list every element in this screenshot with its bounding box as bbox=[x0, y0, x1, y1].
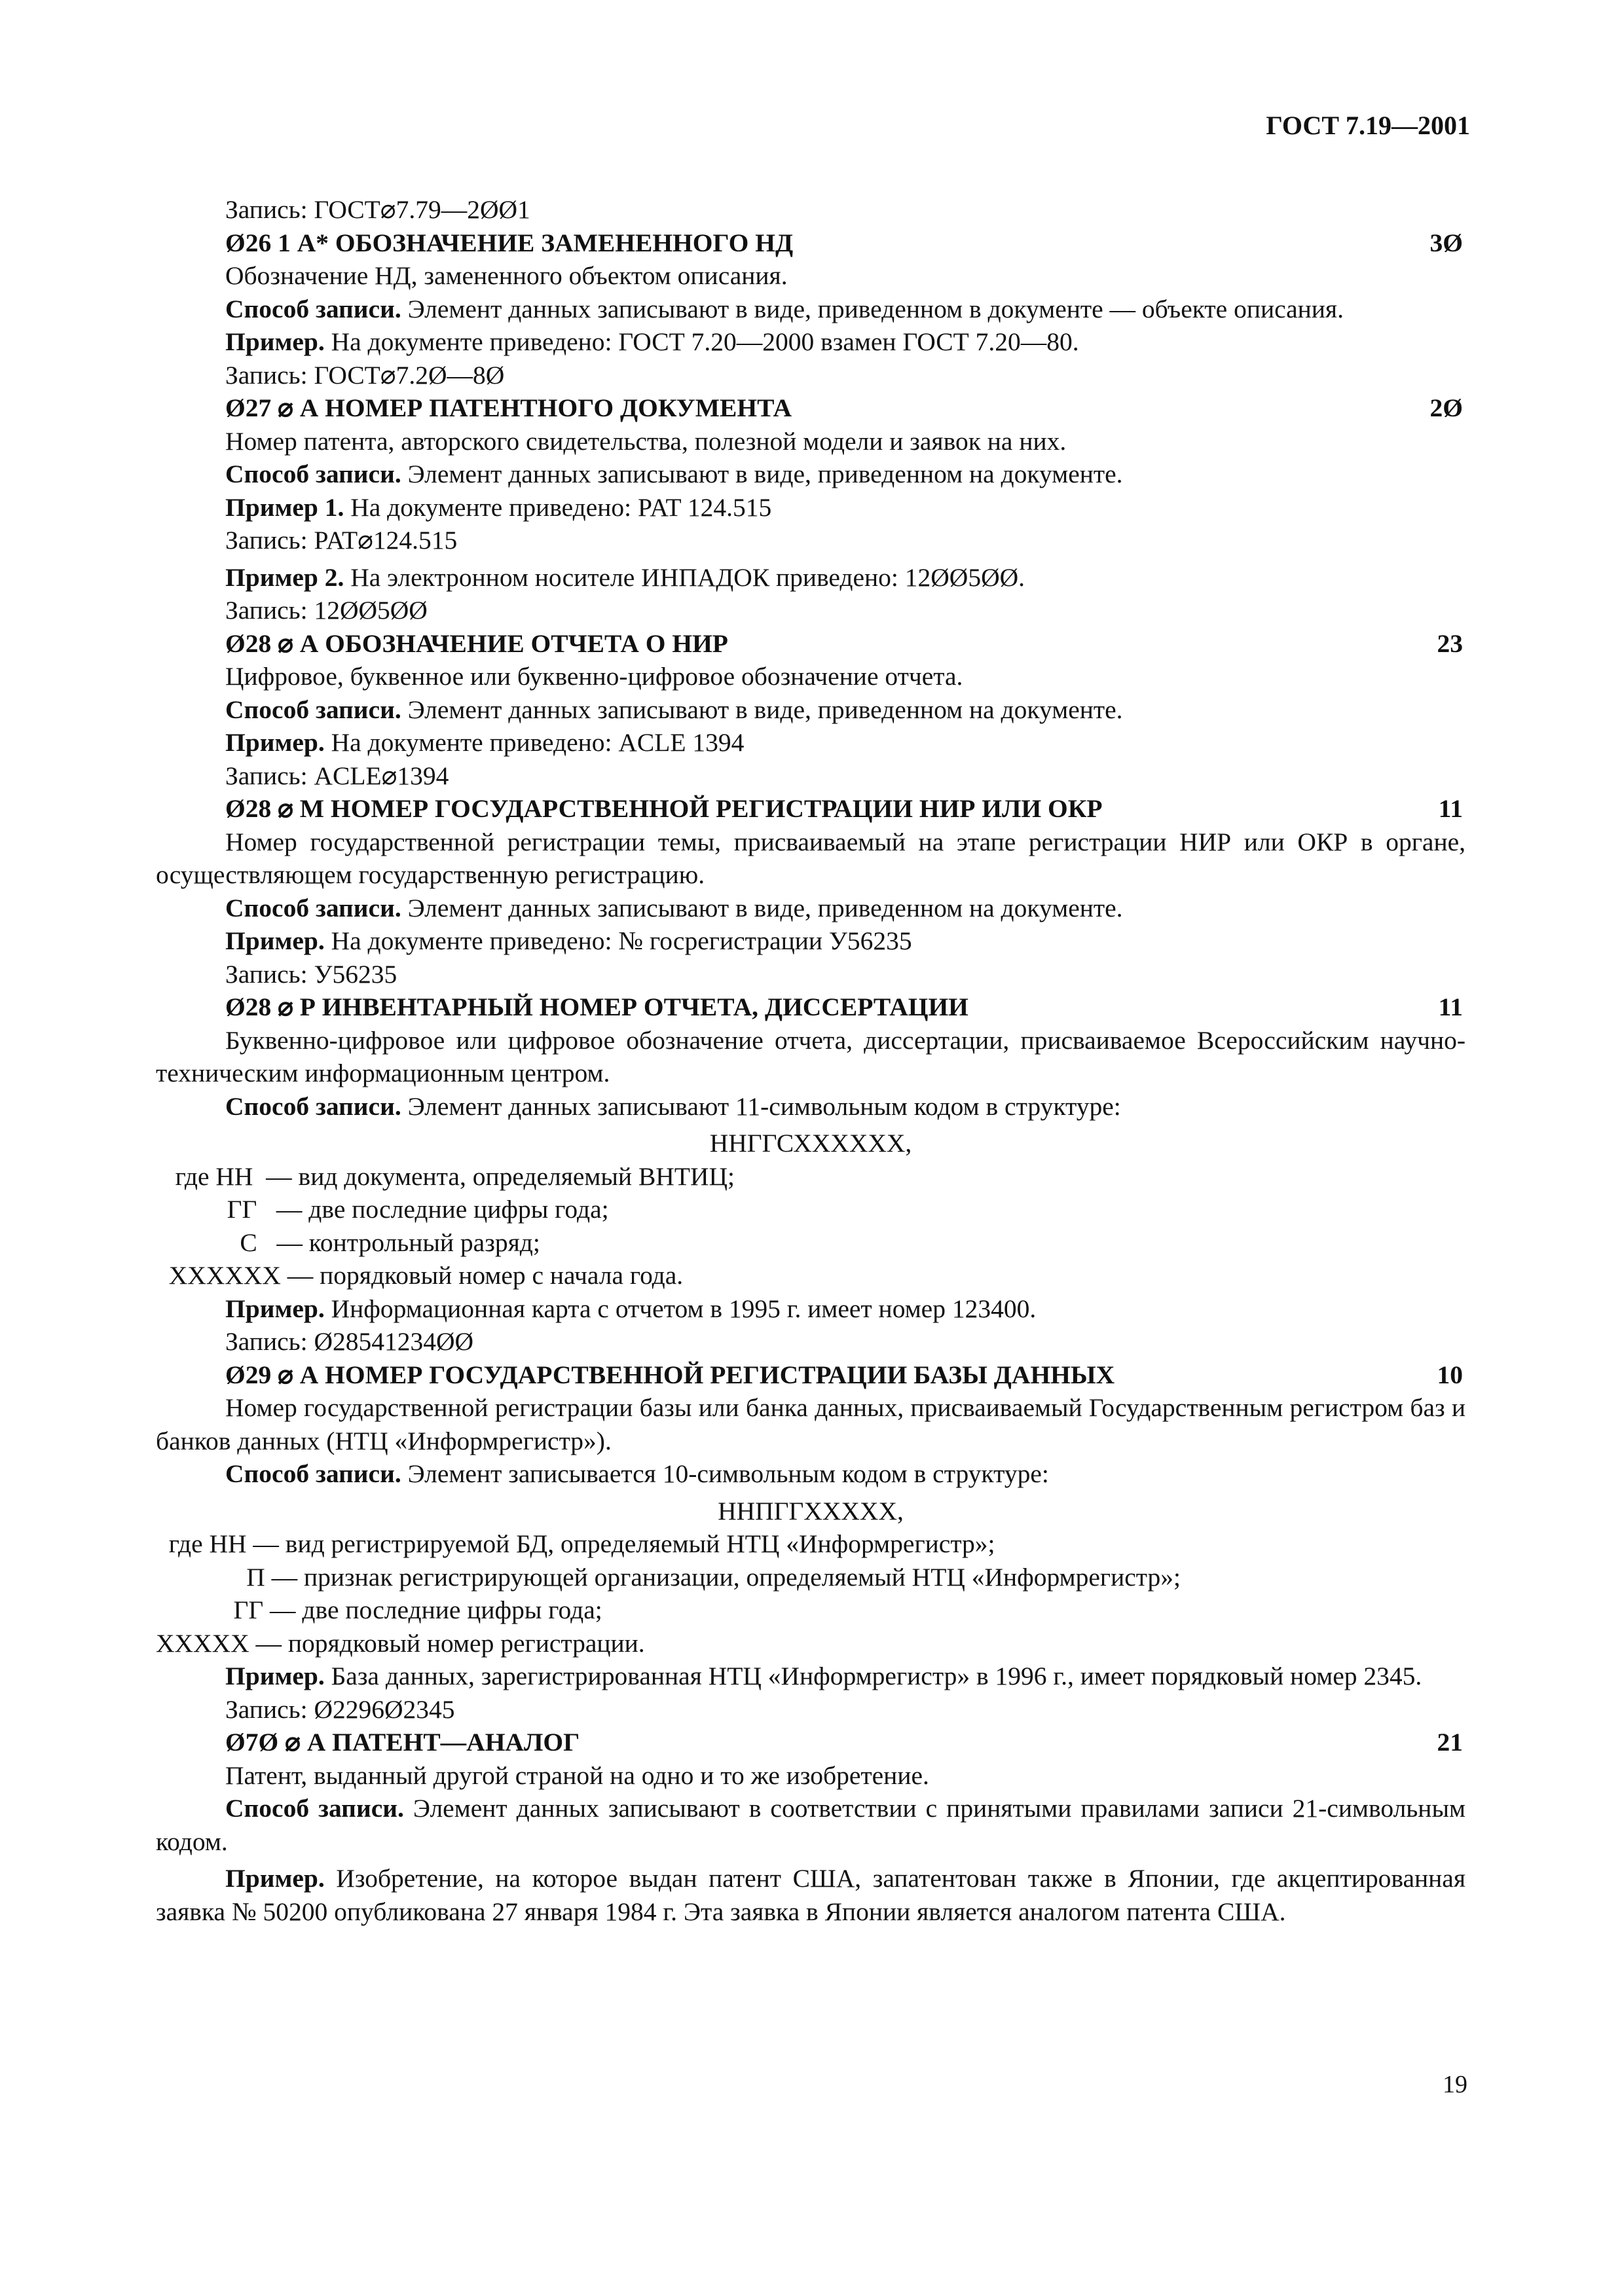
section-heading-070 bbox=[156, 1726, 1465, 1759]
definition-line: ГГ — две последние цифры года; bbox=[156, 1595, 602, 1624]
record-line: Запись: ГОСТ⌀7.79—2ØØ1 bbox=[225, 195, 530, 224]
example-label: Пример 1. bbox=[225, 492, 344, 522]
section-heading-028p bbox=[156, 991, 1465, 1024]
record-line: Запись: 12ØØ5ØØ bbox=[225, 596, 428, 625]
definition-line: где НН — вид регистрируемой БД, определяемый НТЦ «Информрегистр»; bbox=[156, 1529, 995, 1558]
example-paragraph bbox=[156, 491, 1465, 524]
field-length: 21 bbox=[1437, 1728, 1463, 1757]
section-heading-027 bbox=[156, 392, 1465, 425]
section-heading-028a bbox=[156, 627, 1465, 661]
example-paragraph bbox=[156, 1862, 1465, 1928]
section-description: Буквенно-цифровое или цифровое обозначение отчета, диссертации, присваиваемое Всероссийским научно-техническим информационным центром. bbox=[156, 1025, 1465, 1087]
section-description: Номер патента, авторского свидетельства, полезной модели и заявок на них. bbox=[225, 426, 1067, 456]
method-paragraph bbox=[156, 293, 1465, 326]
method-paragraph bbox=[156, 892, 1465, 925]
method-label: Способ записи. bbox=[225, 695, 401, 724]
record-line: Запись: Ø28541234ØØ bbox=[225, 1327, 474, 1356]
definition-line: ХХХХХ — порядковый номер регистрации. bbox=[156, 1628, 645, 1658]
example-text: На документе приведено: ACLE 1394 bbox=[324, 728, 745, 757]
method-paragraph bbox=[156, 1090, 1465, 1123]
definition-line: где НН — вид документа, определяемый ВНТИЦ; bbox=[156, 1161, 735, 1191]
example-text: На документе приведено: № госрегистрации У56235 bbox=[324, 926, 912, 955]
method-label: Способ записи. bbox=[225, 893, 401, 922]
method-text: Элемент данных записывают 11-символьным кодом в структуре: bbox=[401, 1091, 1121, 1121]
section-title: Ø27 ⌀ А НОМЕР ПАТЕНТНОГО ДОКУМЕНТА bbox=[225, 393, 792, 422]
section-title: Ø28 ⌀ Р ИНВЕНТАРНЫЙ НОМЕР ОТЧЕТА, ДИССЕРТАЦИИ bbox=[225, 993, 968, 1021]
method-text: Элемент данных записывают в соответствии с принятыми правилами записи 21-символьным кодом. bbox=[156, 1794, 1465, 1856]
section-title: Ø28 ⌀ А ОБОЗНАЧЕНИЕ ОТЧЕТА О НИР bbox=[225, 629, 728, 658]
example-text: База данных, зарегистрированная НТЦ «Информрегистр» в 1996 г., имеет порядковый номер 2345. bbox=[324, 1662, 1422, 1690]
section-heading-029 bbox=[156, 1358, 1465, 1392]
field-length: 11 bbox=[1438, 993, 1463, 1021]
example-text: На документе приведено: PAT 124.515 bbox=[344, 492, 772, 522]
example-paragraph bbox=[156, 924, 1465, 958]
method-paragraph bbox=[156, 1792, 1465, 1858]
definition-line: С — контрольный разряд; bbox=[156, 1228, 540, 1257]
section-description: Патент, выданный другой страной на одно и то же изобретение. bbox=[225, 1760, 929, 1790]
record-line: Запись: ГОСТ⌀7.2Ø—8Ø bbox=[225, 360, 505, 390]
example-text: Информационная карта с отчетом в 1995 г. имеет номер 123400. bbox=[324, 1294, 1037, 1323]
example-paragraph bbox=[156, 1660, 1465, 1693]
example-label: Пример. bbox=[225, 327, 325, 356]
record-line: Запись: ACLE⌀1394 bbox=[225, 761, 449, 790]
method-paragraph bbox=[156, 693, 1465, 727]
definition-line: ХХХХХХ — порядковый номер с начала года. bbox=[156, 1261, 684, 1290]
page-body bbox=[156, 193, 1465, 1928]
example-text: Изобретение, на которое выдан патент США, запатентован также в Японии, где акцептированная заявка № 50200 опубликована 27 января 1984 г. Эта заявка в Японии является аналогом патента США. bbox=[156, 1864, 1465, 1926]
section-title: Ø29 ⌀ А НОМЕР ГОСУДАРСТВЕННОЙ РЕГИСТРАЦИИ БАЗЫ ДАННЫХ bbox=[225, 1360, 1115, 1389]
section-description: Цифровое, буквенное или буквенно-цифровое обозначение отчета. bbox=[225, 662, 963, 691]
definition-line: ГГ — две последние цифры года; bbox=[156, 1195, 609, 1224]
example-paragraph bbox=[156, 726, 1465, 759]
example-text: На электронном носителе ИНПАДОК приведено: 12ØØ5ØØ. bbox=[344, 562, 1025, 592]
method-label: Способ записи. bbox=[225, 294, 401, 323]
method-label: Способ записи. bbox=[225, 1459, 401, 1488]
method-text: Элемент данных записывают в виде, приведенном на документе. bbox=[401, 695, 1123, 724]
section-title: Ø28 ⌀ М НОМЕР ГОСУДАРСТВЕННОЙ РЕГИСТРАЦИИ НИР ИЛИ ОКР bbox=[225, 794, 1103, 823]
method-label: Способ записи. bbox=[225, 1794, 404, 1823]
example-label: Пример. bbox=[225, 1864, 325, 1893]
field-length: 3Ø bbox=[1429, 228, 1463, 257]
example-label: Пример. bbox=[225, 1662, 325, 1690]
field-length: 11 bbox=[1438, 794, 1463, 823]
example-paragraph bbox=[156, 1292, 1465, 1326]
method-text: Элемент данных записывают в виде, приведенном на документе. bbox=[401, 893, 1123, 922]
section-description: Номер государственной регистрации базы или банка данных, присваиваемый Государственным регистром баз и банков данных (НТЦ «Информрегистр»). bbox=[156, 1393, 1465, 1455]
example-label: Пример 2. bbox=[225, 562, 344, 592]
record-line: Запись: PAT⌀124.515 bbox=[225, 526, 458, 555]
section-title: Ø26 1 А* ОБОЗНАЧЕНИЕ ЗАМЕНЕННОГО НД bbox=[225, 228, 794, 257]
example-paragraph bbox=[156, 325, 1465, 359]
method-label: Способ записи. bbox=[225, 460, 401, 488]
code-structure: ННГГСХХХХХХ, bbox=[709, 1129, 912, 1157]
section-heading-026 bbox=[156, 227, 1465, 260]
example-text: На документе приведено: ГОСТ 7.20—2000 взамен ГОСТ 7.20—80. bbox=[324, 327, 1079, 356]
section-heading-028m bbox=[156, 792, 1465, 826]
method-paragraph bbox=[156, 1457, 1465, 1491]
example-paragraph bbox=[156, 561, 1465, 594]
method-text: Элемент записывается 10-символьным кодом в структуре: bbox=[401, 1459, 1049, 1488]
section-title: Ø7Ø ⌀ А ПАТЕНТ—АНАЛОГ bbox=[225, 1728, 580, 1757]
section-description: Номер государственной регистрации темы, присваиваемый на этапе регистрации НИР или ОКР в органе, осуществляющем государственную регистрацию. bbox=[156, 827, 1465, 889]
running-header: ГОСТ 7.19—2001 bbox=[1266, 111, 1470, 140]
example-label: Пример. bbox=[225, 728, 325, 757]
method-label: Способ записи. bbox=[225, 1091, 401, 1121]
record-line: Запись: Ø2296Ø2345 bbox=[225, 1694, 455, 1724]
example-label: Пример. bbox=[225, 1294, 325, 1323]
record-line: Запись: У56235 bbox=[225, 959, 397, 989]
definition-line: П — признак регистрирующей организации, определяемый НТЦ «Информрегистр»; bbox=[156, 1562, 1181, 1592]
example-label: Пример. bbox=[225, 926, 325, 955]
field-length: 2Ø bbox=[1429, 393, 1463, 422]
section-description: Обозначение НД, замененного объектом описания. bbox=[225, 261, 788, 290]
field-length: 10 bbox=[1437, 1360, 1463, 1389]
method-paragraph bbox=[156, 458, 1465, 491]
page-number: 19 bbox=[1443, 2071, 1467, 2098]
field-length: 23 bbox=[1437, 629, 1463, 658]
code-structure: ННПГГХХХХХ, bbox=[718, 1496, 904, 1525]
method-text: Элемент данных записывают в виде, приведенном на документе. bbox=[401, 460, 1123, 488]
method-text: Элемент данных записывают в виде, приведенном в документе — объекте описания. bbox=[401, 294, 1344, 323]
